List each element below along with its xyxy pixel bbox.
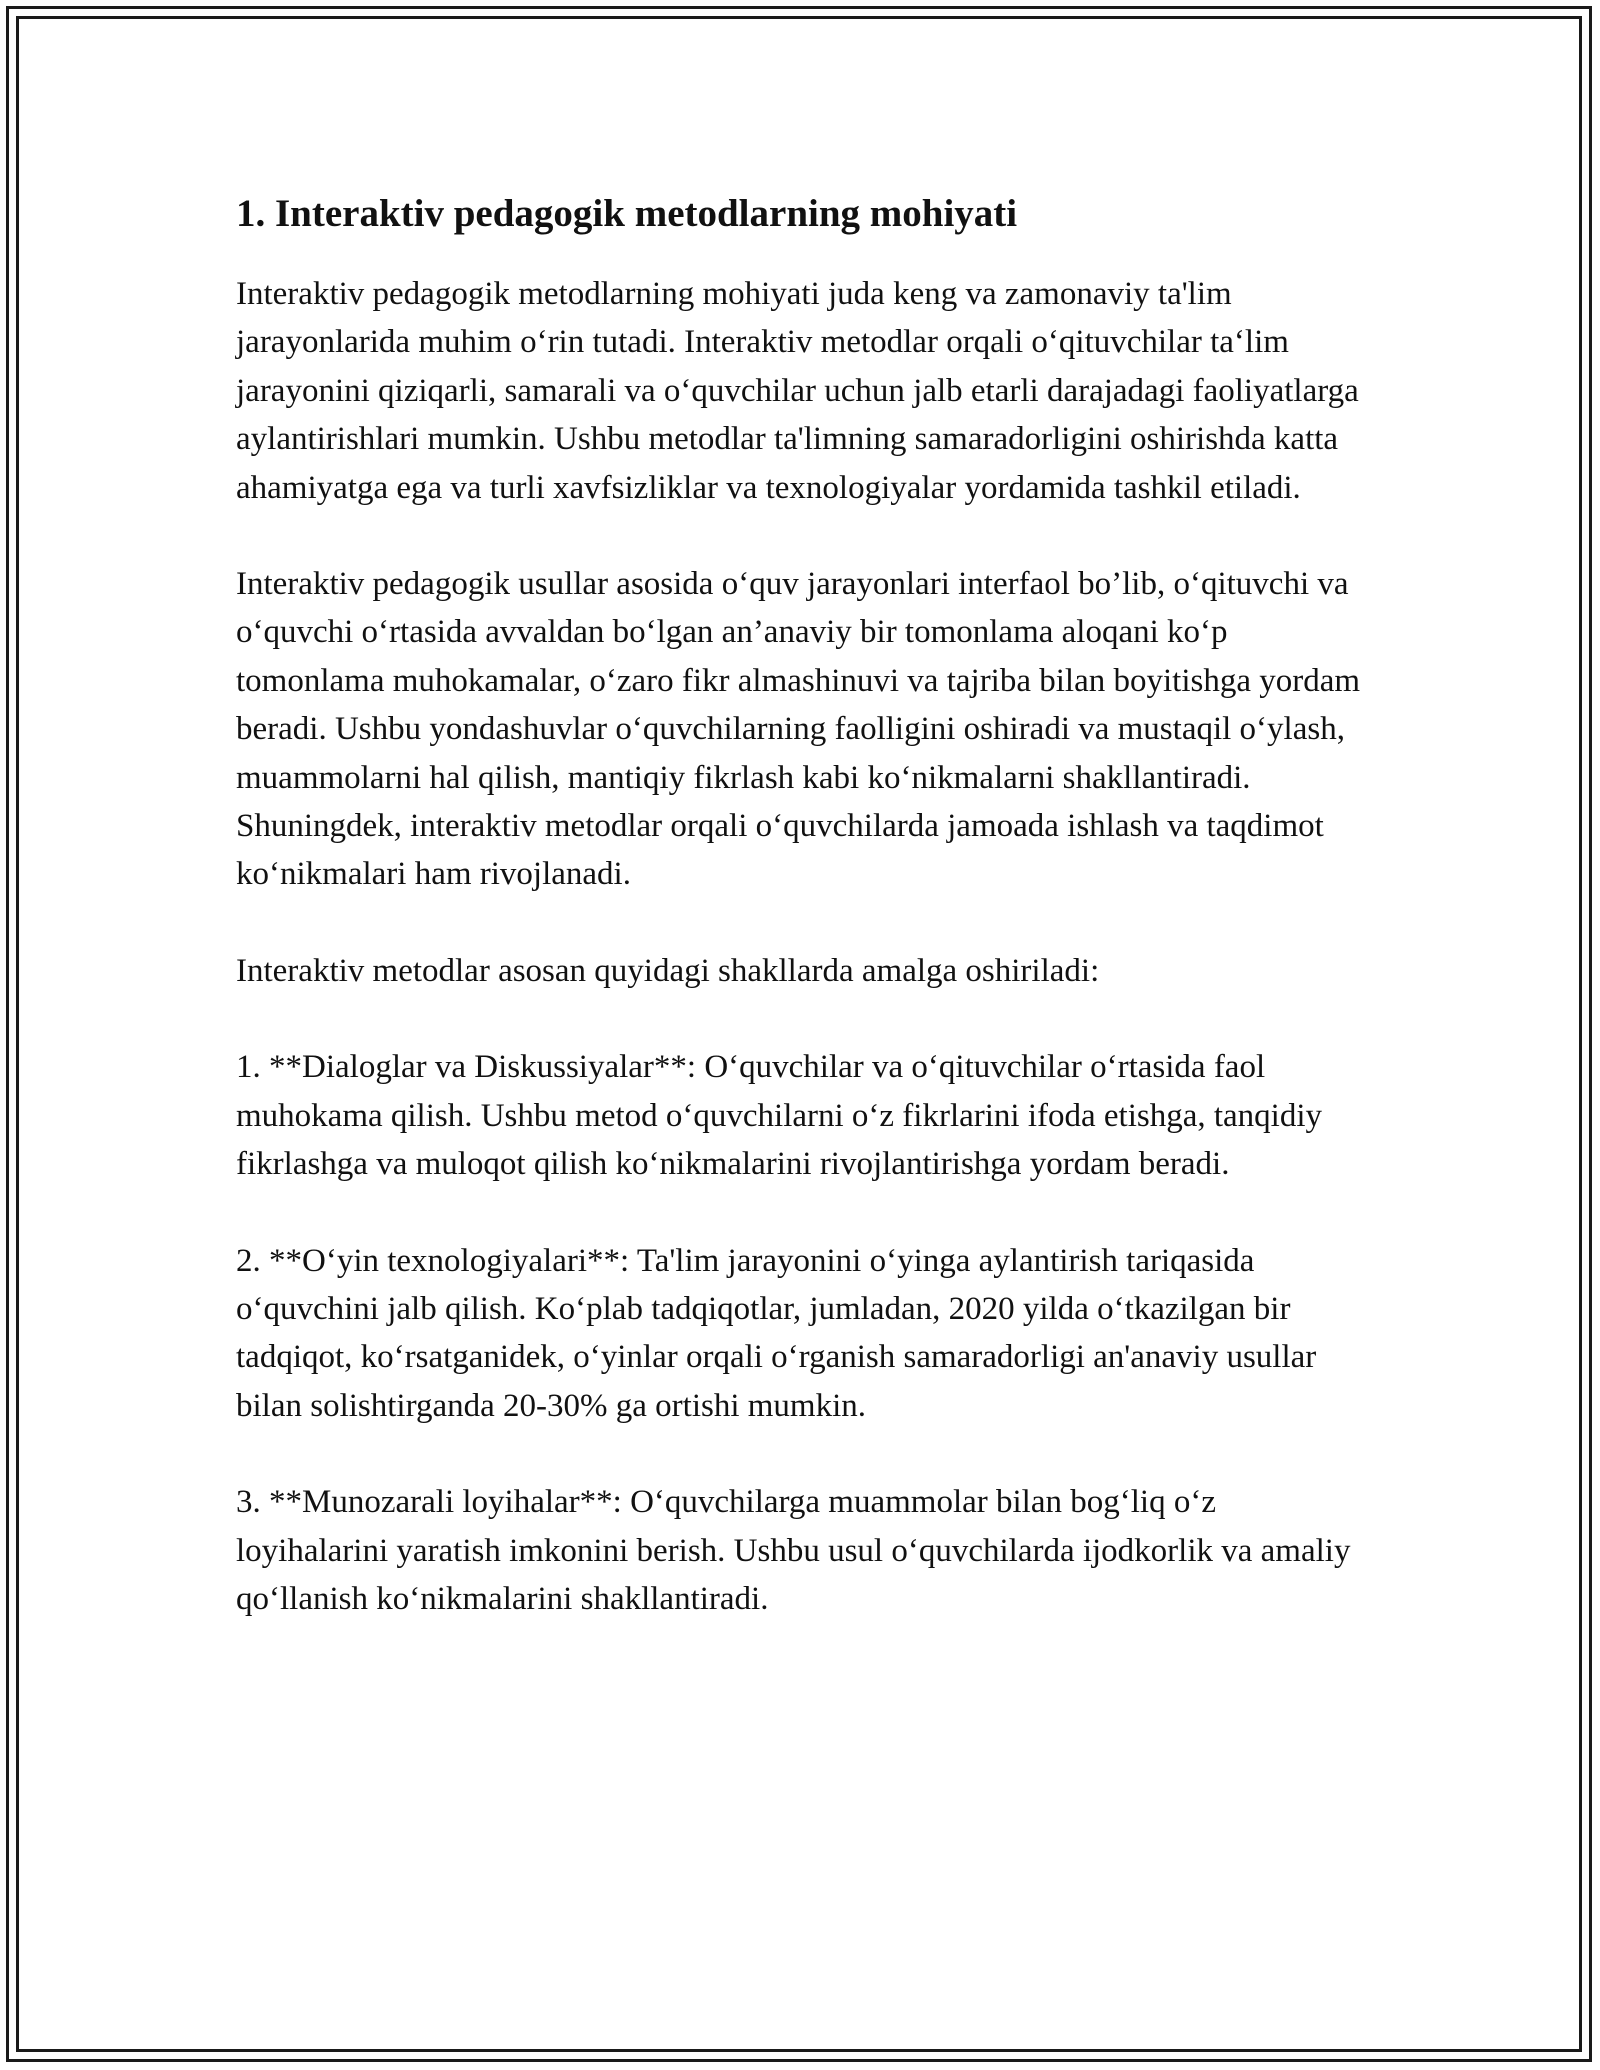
paragraph-forms-intro: Interaktiv metodlar asosan quyidagi shakllarda amalga oshiriladi:: [236, 952, 1100, 989]
list-item-projects: 3. **Munozarali loyihalar**: O‘quvchilarga muammolar bilan bog‘liq o‘z loyihalarini yaratish imkonini berish. Ushbu usul o‘quvchilarda ijodkorlik va amaliy qo‘llanish ko‘nikmalarini shakllantiradi.: [236, 1484, 1351, 1617]
paragraph-intro: Interaktiv pedagogik metodlarning mohiyati juda keng va zamonaviy ta'lim jarayonlarida muhim o‘rin tutadi. Interaktiv metodlar orqali o‘qituvchilar ta‘lim jarayonini qiziqarli, samarali va o‘quvchilar uchun jalb etarli darajadagi faoliyatlarga aylantirishlari mumkin. Ushbu metodlar ta'limning samaradorligini oshirishda katta ahamiyatga ega va turli xavfsizliklar va texnologiyalar yordamida tashkil etiladi.: [236, 276, 1359, 506]
list-item-game-technologies: 2. **O‘yin texnologiyalari**: Ta'lim jarayonini o‘yinga aylantirish tariqasida o‘quvchini jalb qilish. Ko‘plab tadqiqotlar, jumladan, 2020 yilda o‘tkazilgan bir tadqiqot, ko‘rsatganidek, o‘yinlar orqali o‘rganish samaradorligi an'anaviy usullar bilan solishtirganda 20-30% ga ortishi mumkin.: [236, 1242, 1317, 1424]
list-item-dialogues: 1. **Dialoglar va Diskussiyalar**: O‘quvchilar va o‘qituvchilar o‘rtasida faol muhokama qilish. Ushbu metod o‘quvchilarni o‘z fikrlarini ifoda etishga, tanqidiy fikrlashga va muloqot qilish ko‘nikmalarini rivojlantirishga yordam beradi.: [236, 1049, 1323, 1183]
document-body: [236, 188, 1376, 1671]
paragraph-interactive-methods: Interaktiv pedagogik usullar asosida o‘quv jarayonlari interfaol bo’lib, o‘qituvchi va o‘quvchi o‘rtasida avvaldan bo‘lgan an’anaviy bir tomonlama aloqani ko‘p tomonlama muhokamalar, o‘zaro fikr almashinuvi va tajriba bilan boyitishga yordam beradi. Ushbu yondashuvlar o‘quvchilarning faolligini oshiradi va mustaqil o‘ylash, muammolarni hal qilish, mantiqiy fikrlash kabi ko‘nikmalarni shakllantiradi. Shuningdek, interaktiv metodlar orqali o‘quvchilarda jamoada ishlash va taqdimot ko‘nikmalari ham rivojlanadi.: [236, 566, 1361, 893]
section-heading: 1. Interaktiv pedagogik metodlarning mohiyati: [236, 192, 1018, 235]
